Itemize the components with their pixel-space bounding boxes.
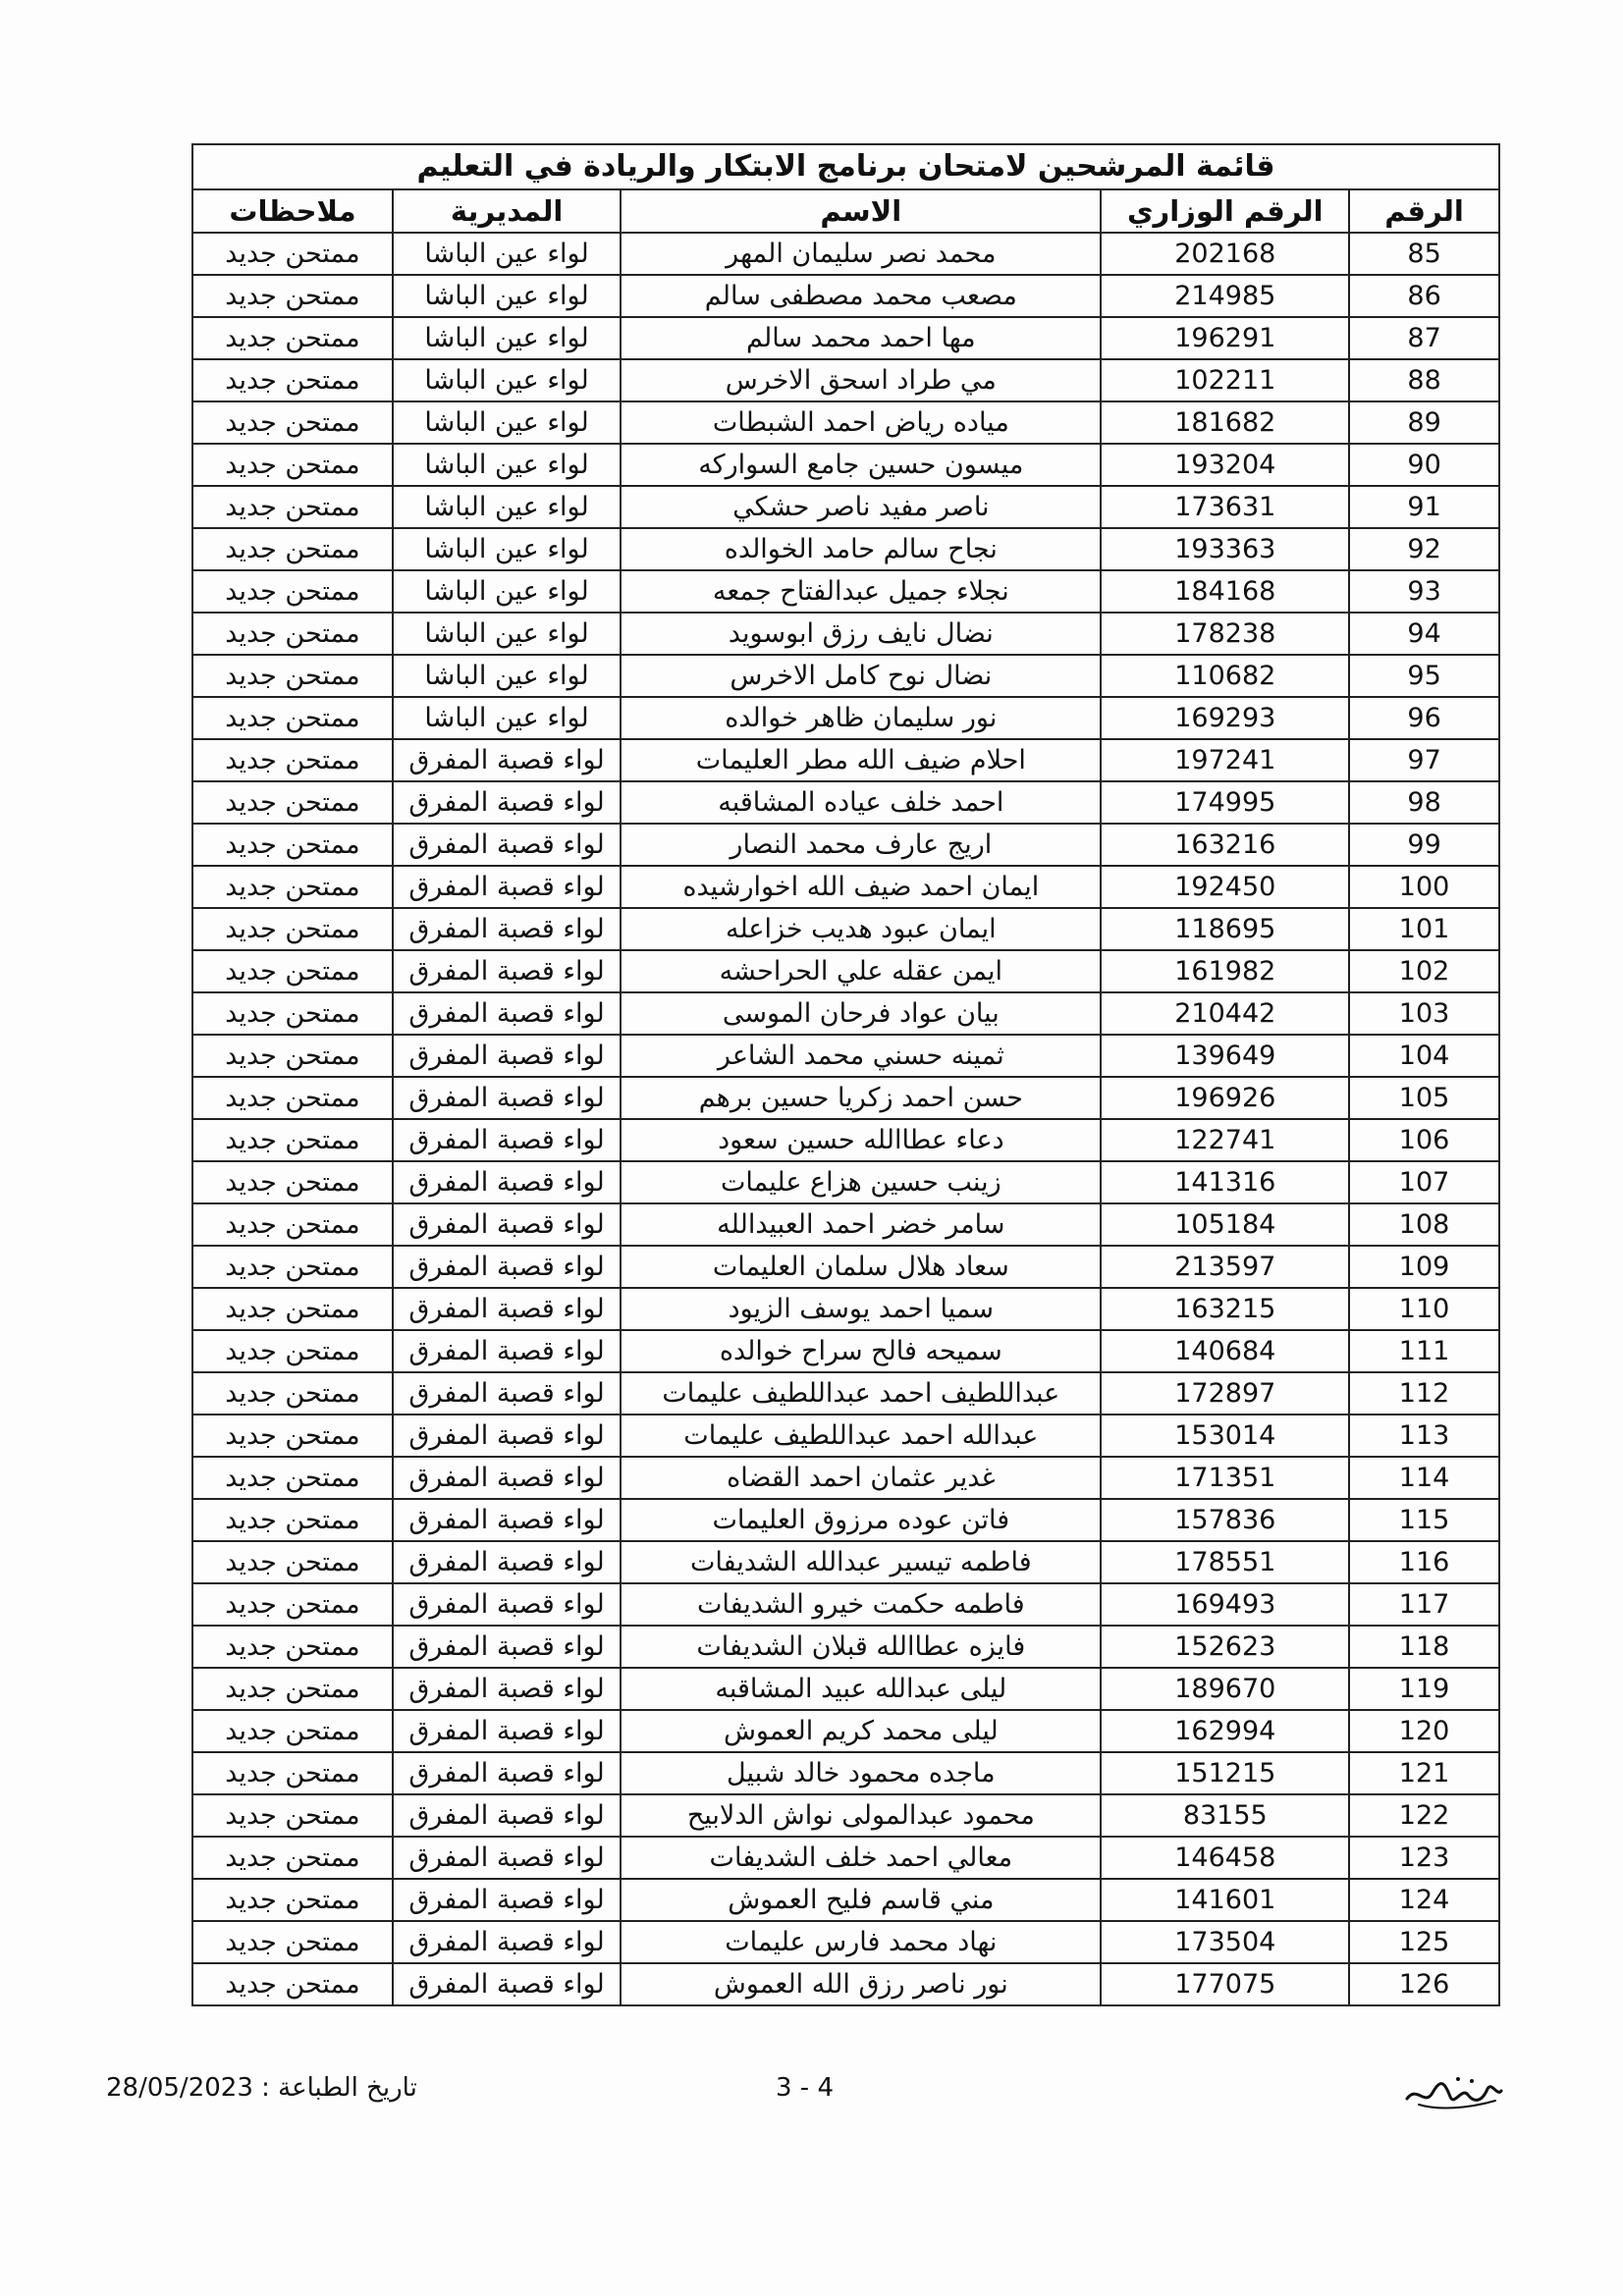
row-number: 100 <box>1349 866 1499 908</box>
table-row <box>192 1668 1499 1710</box>
row-name: فاطمه تيسير عبدالله الشديفات <box>621 1541 1101 1583</box>
row-ministry-number: 161982 <box>1101 950 1349 992</box>
row-number: 85 <box>1349 233 1499 275</box>
row-ministry-number: 193204 <box>1101 444 1349 486</box>
row-name: نجاح سالم حامد الخوالده <box>621 528 1101 570</box>
row-ministry-number: 178238 <box>1101 613 1349 655</box>
row-directorate: لواء قصبة المفرق <box>393 1119 621 1161</box>
table-row <box>192 444 1499 486</box>
row-ministry-number: 178551 <box>1101 1541 1349 1583</box>
header-ministry-number: الرقم الوزاري <box>1101 189 1349 233</box>
row-name: ماجده محمود خالد شبيل <box>621 1752 1101 1794</box>
row-notes: ممتحن جديد <box>192 1752 393 1794</box>
row-notes: ممتحن جديد <box>192 233 393 275</box>
row-number: 117 <box>1349 1583 1499 1626</box>
row-directorate: لواء قصبة المفرق <box>393 1879 621 1921</box>
row-ministry-number: 122741 <box>1101 1119 1349 1161</box>
row-number: 103 <box>1349 992 1499 1035</box>
row-notes: ممتحن جديد <box>192 1372 393 1415</box>
table-body <box>192 233 1499 2005</box>
table-row <box>192 1710 1499 1752</box>
row-name: نضال نوح كامل الاخرس <box>621 655 1101 697</box>
row-name: فايزه عطاالله قبلان الشديفات <box>621 1626 1101 1668</box>
row-notes: ممتحن جديد <box>192 1415 393 1457</box>
row-name: دعاء عطاالله حسين سعود <box>621 1119 1101 1161</box>
table-row <box>192 1879 1499 1921</box>
row-number: 118 <box>1349 1626 1499 1668</box>
row-number: 110 <box>1349 1288 1499 1330</box>
row-number: 99 <box>1349 824 1499 866</box>
row-number: 88 <box>1349 359 1499 401</box>
row-name: سعاد هلال سلمان العليمات <box>621 1246 1101 1288</box>
row-directorate: لواء قصبة المفرق <box>393 1288 621 1330</box>
table-row <box>192 697 1499 739</box>
table-row <box>192 781 1499 824</box>
row-notes: ممتحن جديد <box>192 1457 393 1499</box>
row-notes: ممتحن جديد <box>192 950 393 992</box>
row-number: 87 <box>1349 317 1499 359</box>
row-name: عبدالله احمد عبداللطيف عليمات <box>621 1415 1101 1457</box>
row-ministry-number: 202168 <box>1101 233 1349 275</box>
row-directorate: لواء قصبة المفرق <box>393 1837 621 1879</box>
row-directorate: لواء قصبة المفرق <box>393 1752 621 1794</box>
row-name: غدير عثمان احمد القضاه <box>621 1457 1101 1499</box>
row-directorate: لواء عين الباشا <box>393 613 621 655</box>
table-title: قائمة المرشحين لامتحان برنامج الابتكار والريادة في التعليم <box>192 144 1499 189</box>
row-ministry-number: 163216 <box>1101 824 1349 866</box>
row-ministry-number: 83155 <box>1101 1794 1349 1837</box>
row-name: ايمان عبود هديب خزاعله <box>621 908 1101 950</box>
candidates-table-wrapper <box>191 143 1500 2006</box>
row-ministry-number: 196291 <box>1101 317 1349 359</box>
row-name: مصعب محمد مصطفى سالم <box>621 275 1101 317</box>
row-number: 122 <box>1349 1794 1499 1837</box>
row-ministry-number: 102211 <box>1101 359 1349 401</box>
row-notes: ممتحن جديد <box>192 486 393 528</box>
row-notes: ممتحن جديد <box>192 1668 393 1710</box>
row-notes: ممتحن جديد <box>192 1626 393 1668</box>
row-directorate: لواء قصبة المفرق <box>393 824 621 866</box>
row-directorate: لواء عين الباشا <box>393 317 621 359</box>
row-number: 89 <box>1349 401 1499 444</box>
row-notes: ممتحن جديد <box>192 1330 393 1372</box>
row-name: ناصر مفيد ناصر حشكي <box>621 486 1101 528</box>
table-row <box>192 1626 1499 1668</box>
row-directorate: لواء عين الباشا <box>393 486 621 528</box>
table-row <box>192 1752 1499 1794</box>
row-directorate: لواء عين الباشا <box>393 401 621 444</box>
table-row <box>192 317 1499 359</box>
print-date: تاريخ الطباعة : 28/05/2023 <box>106 2073 417 2103</box>
row-directorate: لواء قصبة المفرق <box>393 1668 621 1710</box>
row-ministry-number: 210442 <box>1101 992 1349 1035</box>
table-header-row <box>192 189 1499 233</box>
row-notes: ممتحن جديد <box>192 359 393 401</box>
row-ministry-number: 197241 <box>1101 739 1349 781</box>
header-notes: ملاحظات <box>192 189 393 233</box>
table-row <box>192 1837 1499 1879</box>
row-directorate: لواء عين الباشا <box>393 697 621 739</box>
row-name: عبداللطيف احمد عبداللطيف عليمات <box>621 1372 1101 1415</box>
table-row <box>192 1330 1499 1372</box>
row-ministry-number: 140684 <box>1101 1330 1349 1372</box>
table-row <box>192 1794 1499 1837</box>
row-ministry-number: 181682 <box>1101 401 1349 444</box>
table-row <box>192 486 1499 528</box>
row-number: 116 <box>1349 1541 1499 1583</box>
row-name: سميحه فالح سراح خوالده <box>621 1330 1101 1372</box>
row-ministry-number: 193363 <box>1101 528 1349 570</box>
row-name: نور سليمان ظاهر خوالده <box>621 697 1101 739</box>
table-row <box>192 1372 1499 1415</box>
row-ministry-number: 141316 <box>1101 1161 1349 1203</box>
table-row <box>192 1921 1499 1963</box>
row-directorate: لواء قصبة المفرق <box>393 1457 621 1499</box>
row-directorate: لواء عين الباشا <box>393 570 621 613</box>
row-ministry-number: 152623 <box>1101 1626 1349 1668</box>
row-directorate: لواء قصبة المفرق <box>393 1035 621 1077</box>
row-number: 98 <box>1349 781 1499 824</box>
row-ministry-number: 162994 <box>1101 1710 1349 1752</box>
row-number: 86 <box>1349 275 1499 317</box>
table-row <box>192 1457 1499 1499</box>
table-row <box>192 233 1499 275</box>
row-number: 120 <box>1349 1710 1499 1752</box>
row-directorate: لواء قصبة المفرق <box>393 1415 621 1457</box>
row-name: ثمينه حسني محمد الشاعر <box>621 1035 1101 1077</box>
row-notes: ممتحن جديد <box>192 1921 393 1963</box>
row-ministry-number: 177075 <box>1101 1963 1349 2005</box>
row-notes: ممتحن جديد <box>192 1288 393 1330</box>
row-notes: ممتحن جديد <box>192 1246 393 1288</box>
row-name: فاطمه حكمت خيرو الشديفات <box>621 1583 1101 1626</box>
row-directorate: لواء قصبة المفرق <box>393 1963 621 2005</box>
row-directorate: لواء قصبة المفرق <box>393 1710 621 1752</box>
table-row <box>192 359 1499 401</box>
row-notes: ممتحن جديد <box>192 401 393 444</box>
row-directorate: لواء قصبة المفرق <box>393 739 621 781</box>
row-number: 97 <box>1349 739 1499 781</box>
row-number: 121 <box>1349 1752 1499 1794</box>
row-name: مياده رياض احمد الشبطات <box>621 401 1101 444</box>
table-title-row <box>192 144 1499 189</box>
row-ministry-number: 172897 <box>1101 1372 1349 1415</box>
table-row <box>192 1541 1499 1583</box>
row-ministry-number: 163215 <box>1101 1288 1349 1330</box>
row-number: 111 <box>1349 1330 1499 1372</box>
row-notes: ممتحن جديد <box>192 781 393 824</box>
row-name: ايمن عقله علي الحراحشه <box>621 950 1101 992</box>
row-number: 107 <box>1349 1161 1499 1203</box>
row-number: 101 <box>1349 908 1499 950</box>
row-directorate: لواء عين الباشا <box>393 655 621 697</box>
table-row <box>192 1119 1499 1161</box>
row-name: ليلى عبدالله عبيد المشاقبه <box>621 1668 1101 1710</box>
row-directorate: لواء عين الباشا <box>393 233 621 275</box>
row-name: نور ناصر رزق الله العموش <box>621 1963 1101 2005</box>
table-row <box>192 1077 1499 1119</box>
row-ministry-number: 174995 <box>1101 781 1349 824</box>
row-name: سميا احمد يوسف الزيود <box>621 1288 1101 1330</box>
row-directorate: لواء قصبة المفرق <box>393 1794 621 1837</box>
row-name: حسن احمد زكريا حسين برهم <box>621 1077 1101 1119</box>
table-row <box>192 992 1499 1035</box>
row-ministry-number: 110682 <box>1101 655 1349 697</box>
row-number: 126 <box>1349 1963 1499 2005</box>
table-row <box>192 1246 1499 1288</box>
row-notes: ممتحن جديد <box>192 697 393 739</box>
row-directorate: لواء قصبة المفرق <box>393 992 621 1035</box>
row-directorate: لواء قصبة المفرق <box>393 1372 621 1415</box>
row-name: مني قاسم فليح العموش <box>621 1879 1101 1921</box>
row-directorate: لواء قصبة المفرق <box>393 1077 621 1119</box>
table-row <box>192 1415 1499 1457</box>
row-notes: ممتحن جديد <box>192 275 393 317</box>
row-ministry-number: 151215 <box>1101 1752 1349 1794</box>
row-name: نضال نايف رزق ابوسويد <box>621 613 1101 655</box>
row-ministry-number: 118695 <box>1101 908 1349 950</box>
row-name: احمد خلف عياده المشاقبه <box>621 781 1101 824</box>
row-number: 125 <box>1349 1921 1499 1963</box>
row-notes: ممتحن جديد <box>192 613 393 655</box>
row-notes: ممتحن جديد <box>192 1161 393 1203</box>
row-name: مها احمد محمد سالم <box>621 317 1101 359</box>
row-ministry-number: 192450 <box>1101 866 1349 908</box>
row-number: 104 <box>1349 1035 1499 1077</box>
row-notes: ممتحن جديد <box>192 655 393 697</box>
row-name: ايمان احمد ضيف الله اخوارشيده <box>621 866 1101 908</box>
row-name: زينب حسين هزاع عليمات <box>621 1161 1101 1203</box>
row-name: مي طراد اسحق الاخرس <box>621 359 1101 401</box>
row-ministry-number: 146458 <box>1101 1837 1349 1879</box>
row-number: 93 <box>1349 570 1499 613</box>
row-number: 94 <box>1349 613 1499 655</box>
row-directorate: لواء قصبة المفرق <box>393 1583 621 1626</box>
table-row <box>192 655 1499 697</box>
row-name: سامر خضر احمد العبيدالله <box>621 1203 1101 1246</box>
row-ministry-number: 169493 <box>1101 1583 1349 1626</box>
row-directorate: لواء عين الباشا <box>393 528 621 570</box>
row-number: 108 <box>1349 1203 1499 1246</box>
table-row <box>192 570 1499 613</box>
row-notes: ممتحن جديد <box>192 444 393 486</box>
row-number: 115 <box>1349 1499 1499 1541</box>
row-notes: ممتحن جديد <box>192 824 393 866</box>
row-number: 92 <box>1349 528 1499 570</box>
row-notes: ممتحن جديد <box>192 1203 393 1246</box>
table-row <box>192 528 1499 570</box>
candidates-table <box>191 143 1500 2006</box>
row-notes: ممتحن جديد <box>192 1119 393 1161</box>
row-name: بيان عواد فرحان الموسى <box>621 992 1101 1035</box>
table-row <box>192 613 1499 655</box>
row-name: نجلاء جميل عبدالفتاح جمعه <box>621 570 1101 613</box>
table-row <box>192 824 1499 866</box>
row-ministry-number: 169293 <box>1101 697 1349 739</box>
row-ministry-number: 214985 <box>1101 275 1349 317</box>
table-row <box>192 1161 1499 1203</box>
row-name: ميسون حسين جامع السواركه <box>621 444 1101 486</box>
row-ministry-number: 184168 <box>1101 570 1349 613</box>
table-row <box>192 1203 1499 1246</box>
table-row <box>192 275 1499 317</box>
table-row <box>192 1288 1499 1330</box>
row-directorate: لواء قصبة المفرق <box>393 1921 621 1963</box>
row-notes: ممتحن جديد <box>192 317 393 359</box>
row-notes: ممتحن جديد <box>192 739 393 781</box>
table-row <box>192 1583 1499 1626</box>
row-ministry-number: 173631 <box>1101 486 1349 528</box>
row-directorate: لواء عين الباشا <box>393 275 621 317</box>
row-notes: ممتحن جديد <box>192 528 393 570</box>
row-notes: ممتحن جديد <box>192 1541 393 1583</box>
row-notes: ممتحن جديد <box>192 1077 393 1119</box>
row-ministry-number: 141601 <box>1101 1879 1349 1921</box>
row-notes: ممتحن جديد <box>192 1499 393 1541</box>
row-number: 123 <box>1349 1837 1499 1879</box>
row-number: 119 <box>1349 1668 1499 1710</box>
row-ministry-number: 213597 <box>1101 1246 1349 1288</box>
row-notes: ممتحن جديد <box>192 866 393 908</box>
row-notes: ممتحن جديد <box>192 570 393 613</box>
row-number: 91 <box>1349 486 1499 528</box>
header-directorate: المديرية <box>393 189 621 233</box>
page-number: 3 - 4 <box>776 2073 834 2103</box>
row-number: 105 <box>1349 1077 1499 1119</box>
header-number: الرقم <box>1349 189 1499 233</box>
row-directorate: لواء قصبة المفرق <box>393 866 621 908</box>
table-row <box>192 950 1499 992</box>
row-ministry-number: 157836 <box>1101 1499 1349 1541</box>
table-row <box>192 908 1499 950</box>
row-directorate: لواء قصبة المفرق <box>393 1499 621 1541</box>
table-row <box>192 401 1499 444</box>
row-number: 106 <box>1349 1119 1499 1161</box>
row-number: 102 <box>1349 950 1499 992</box>
row-ministry-number: 105184 <box>1101 1203 1349 1246</box>
table-row <box>192 866 1499 908</box>
row-directorate: لواء عين الباشا <box>393 359 621 401</box>
row-directorate: لواء قصبة المفرق <box>393 1203 621 1246</box>
row-notes: ممتحن جديد <box>192 992 393 1035</box>
row-name: فاتن عوده مرزوق العليمات <box>621 1499 1101 1541</box>
row-number: 96 <box>1349 697 1499 739</box>
row-name: محمد نصر سليمان المهر <box>621 233 1101 275</box>
row-number: 114 <box>1349 1457 1499 1499</box>
row-ministry-number: 173504 <box>1101 1921 1349 1963</box>
row-notes: ممتحن جديد <box>192 1794 393 1837</box>
row-name: ليلى محمد كريم العموش <box>621 1710 1101 1752</box>
row-ministry-number: 171351 <box>1101 1457 1349 1499</box>
row-directorate: لواء قصبة المفرق <box>393 950 621 992</box>
row-notes: ممتحن جديد <box>192 908 393 950</box>
row-name: نهاد محمد فارس عليمات <box>621 1921 1101 1963</box>
row-ministry-number: 153014 <box>1101 1415 1349 1457</box>
row-notes: ممتحن جديد <box>192 1879 393 1921</box>
row-ministry-number: 139649 <box>1101 1035 1349 1077</box>
row-name: معالي احمد خلف الشديفات <box>621 1837 1101 1879</box>
row-number: 95 <box>1349 655 1499 697</box>
row-directorate: لواء قصبة المفرق <box>393 1541 621 1583</box>
row-name: محمود عبدالمولى نواش الدلابيح <box>621 1794 1101 1837</box>
row-number: 112 <box>1349 1372 1499 1415</box>
header-name: الاسم <box>621 189 1101 233</box>
row-notes: ممتحن جديد <box>192 1583 393 1626</box>
page-footer <box>0 2073 1623 2112</box>
table-row <box>192 1963 1499 2005</box>
row-notes: ممتحن جديد <box>192 1710 393 1752</box>
row-ministry-number: 196926 <box>1101 1077 1349 1119</box>
row-notes: ممتحن جديد <box>192 1035 393 1077</box>
table-row <box>192 1035 1499 1077</box>
row-directorate: لواء قصبة المفرق <box>393 1626 621 1668</box>
row-ministry-number: 189670 <box>1101 1668 1349 1710</box>
row-name: اريج عارف محمد النصار <box>621 824 1101 866</box>
row-directorate: لواء قصبة المفرق <box>393 1246 621 1288</box>
row-name: احلام ضيف الله مطر العليمات <box>621 739 1101 781</box>
row-directorate: لواء عين الباشا <box>393 444 621 486</box>
row-notes: ممتحن جديد <box>192 1963 393 2005</box>
signature-icon <box>1399 2067 1507 2116</box>
table-row <box>192 1499 1499 1541</box>
row-directorate: لواء قصبة المفرق <box>393 908 621 950</box>
row-directorate: لواء قصبة المفرق <box>393 1161 621 1203</box>
row-directorate: لواء قصبة المفرق <box>393 781 621 824</box>
row-directorate: لواء قصبة المفرق <box>393 1330 621 1372</box>
row-number: 90 <box>1349 444 1499 486</box>
table-row <box>192 739 1499 781</box>
row-notes: ممتحن جديد <box>192 1837 393 1879</box>
row-number: 109 <box>1349 1246 1499 1288</box>
row-number: 124 <box>1349 1879 1499 1921</box>
row-number: 113 <box>1349 1415 1499 1457</box>
